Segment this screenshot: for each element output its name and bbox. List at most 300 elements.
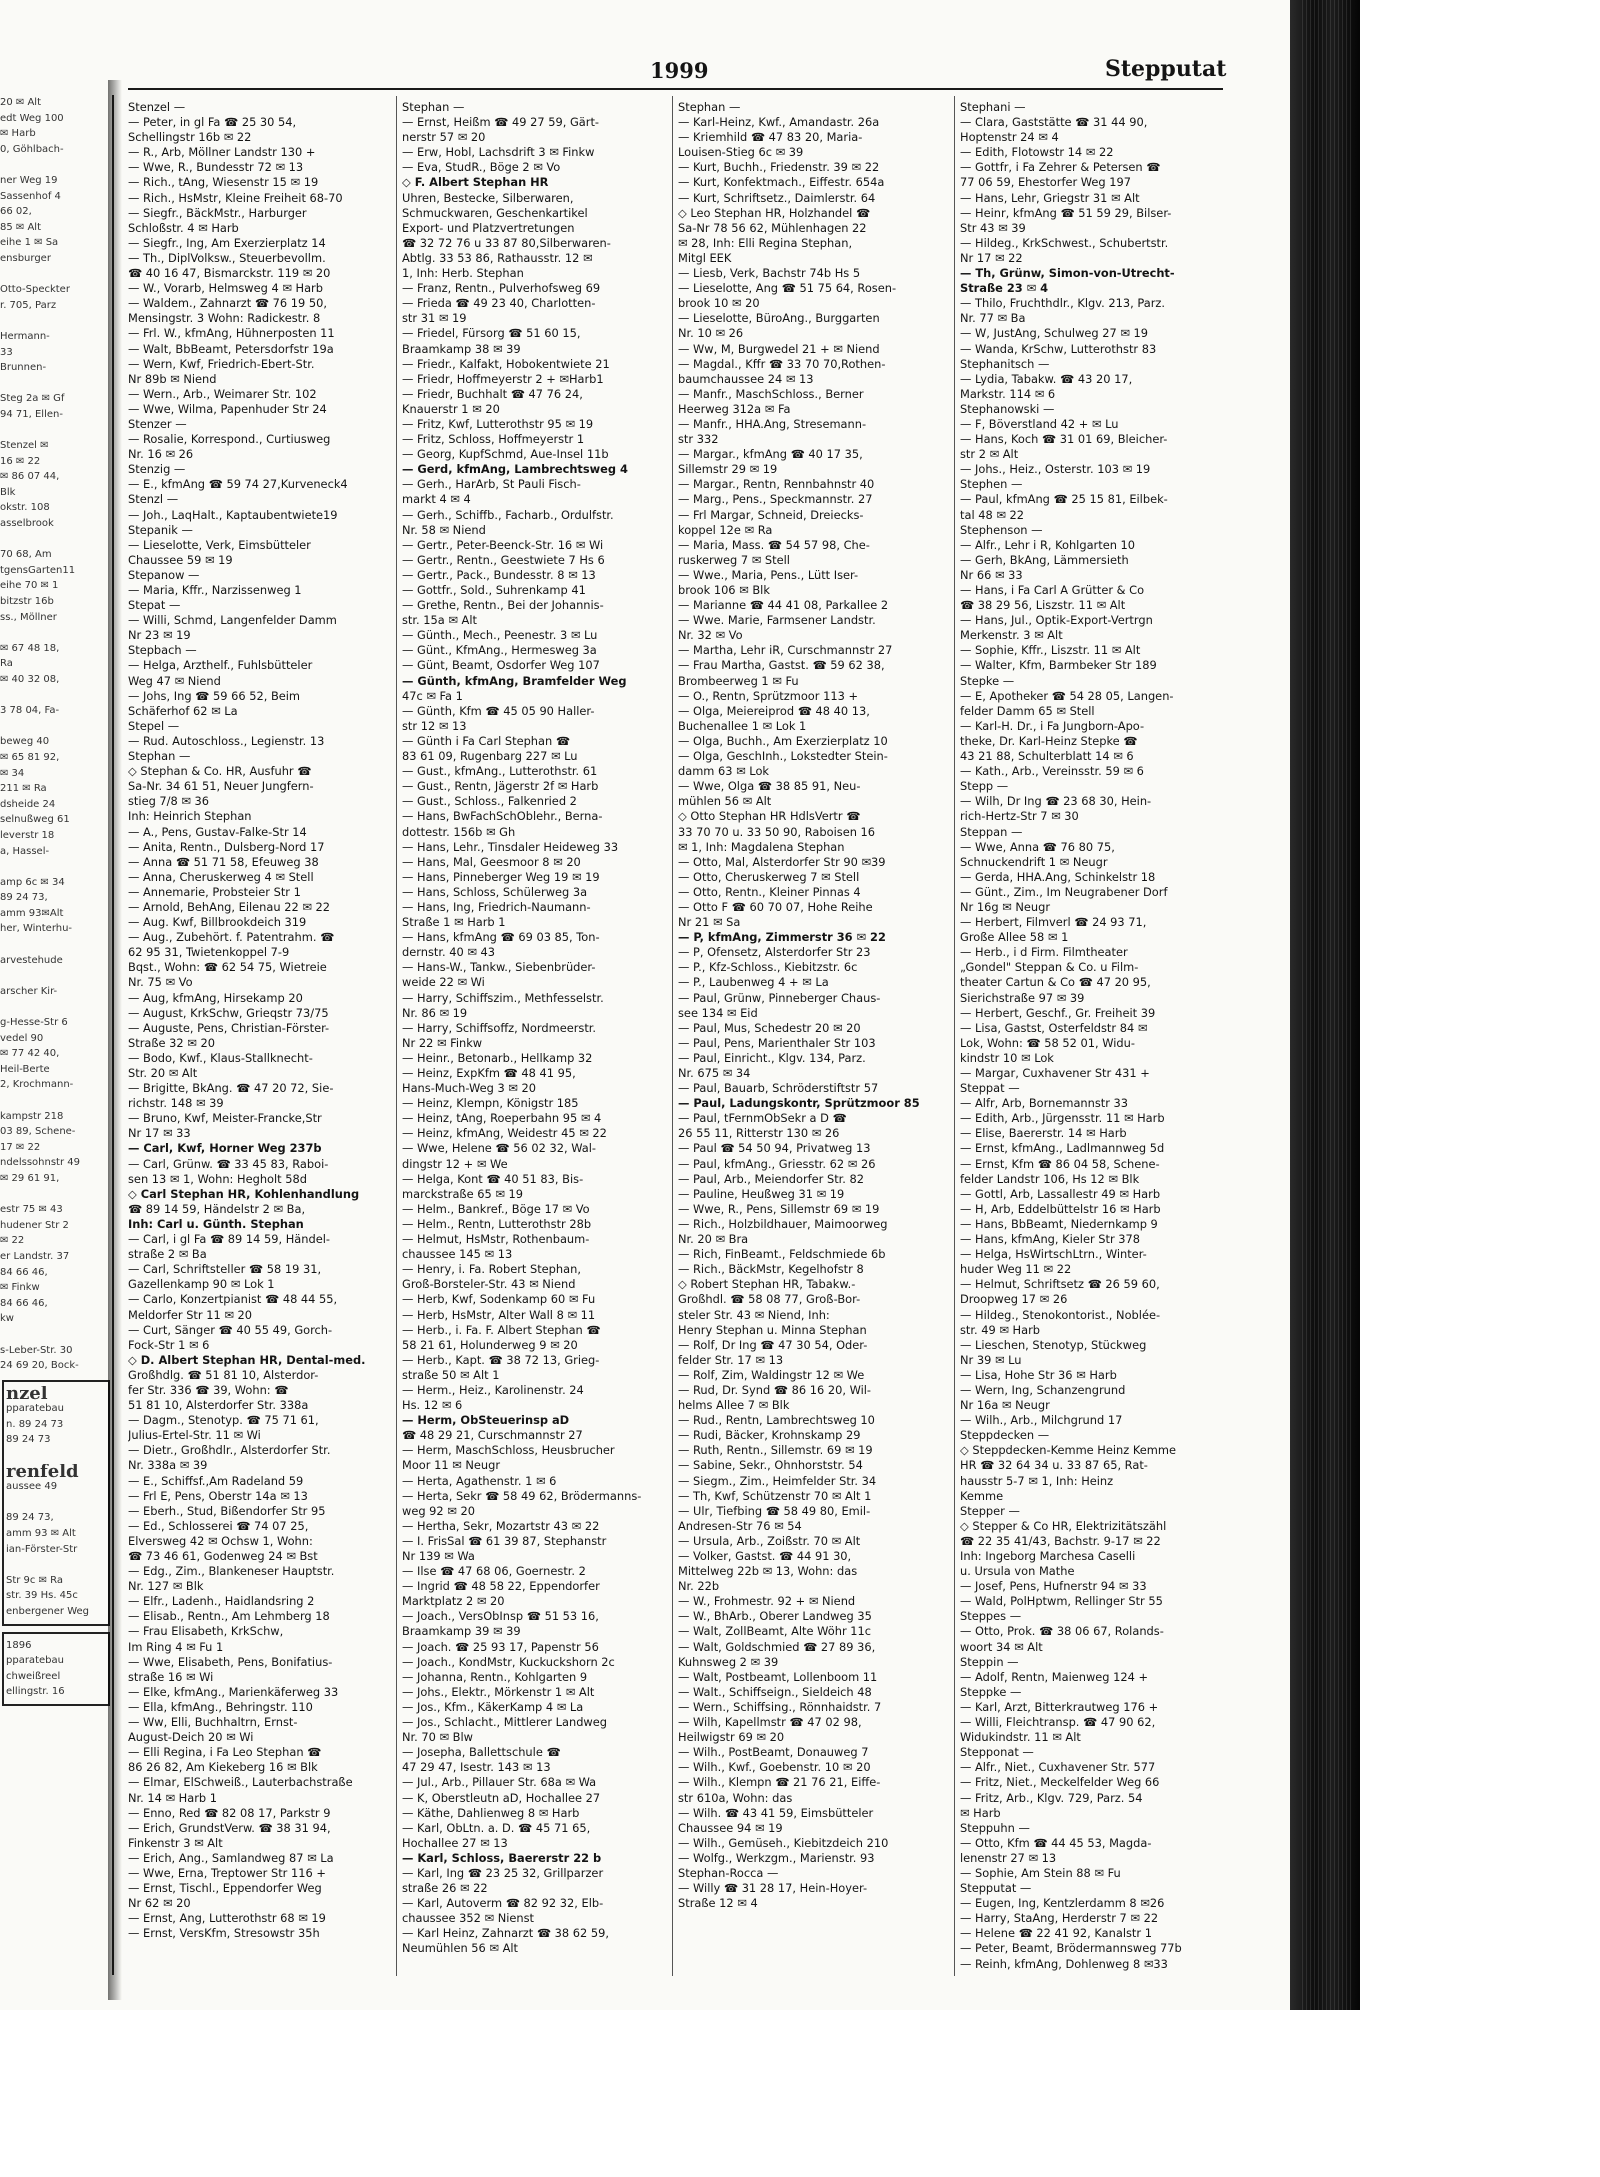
directory-entry: ◇ Carl Stephan HR, Kohlenhandlung (128, 1186, 360, 1201)
directory-entry: Nr. 77 ✉ Ba (960, 311, 1026, 326)
previous-page-text-line: Heil-Berte (0, 1063, 50, 1075)
previous-page-text-line: hudener Str 2 (0, 1219, 69, 1231)
previous-page-text-line: 20 ✉ Alt (0, 97, 42, 108)
directory-entry: — Jos., Schlacht., Mittlerer Landweg (402, 1715, 607, 1730)
directory-entry: Export- und Platzvertretungen (402, 220, 575, 235)
previous-page-text-line: 84 66 46, (0, 1297, 48, 1309)
directory-entry: Julius-Ertel-Str. 11 ✉ Wi (128, 1428, 261, 1443)
directory-entry: — Paul, Ladungskontr, Sprützmoor 85 (678, 1096, 920, 1111)
previous-page-advert-box (2, 1632, 110, 1706)
directory-entry: Heerweg 312a ✉ Fa (678, 401, 791, 416)
directory-entry: — Rudi, Bäcker, Krohnskamp 29 (678, 1428, 861, 1443)
directory-entry: Markstr. 114 ✉ 6 (960, 386, 1056, 401)
previous-page-text-line: 66 02, (0, 206, 32, 218)
directory-entry: — Siegm., Zim., Heimfelder Str. 34 (678, 1473, 877, 1488)
directory-entry: Stepanik — (128, 522, 193, 537)
directory-entry: Großhdl. ☎ 58 08 77, Groß-Bor- (678, 1292, 861, 1307)
directory-entry: 51 81 10, Alsterdorfer Str. 338a (128, 1398, 309, 1413)
directory-entry: — Rich., HsMstr, Kleine Freiheit 68-70 (128, 190, 343, 205)
directory-entry: — Fritz, Arb., Klgv. 729, Parz. 54 (960, 1790, 1143, 1805)
directory-entry: woort 34 ✉ Alt (960, 1639, 1043, 1654)
previous-page-text-line: Steg 2a ✉ Gf (0, 393, 65, 405)
directory-entry: — Aug. Kwf, Billbrookdeich 319 (128, 915, 307, 930)
previous-page-text-line: eihe 1 ✉ Sa (0, 237, 59, 249)
directory-entry: theater Cartun & Co ☎ 47 20 95, (960, 975, 1151, 990)
directory-entry: — W., BhArb., Oberer Landweg 35 (678, 1609, 872, 1624)
directory-entry: straße 2 ✉ Ba (128, 1247, 207, 1262)
running-head: Stepputat (1105, 56, 1227, 82)
directory-entry: — Rich, FinBeamt., Feldschmiede 6b (678, 1247, 886, 1262)
directory-entry: kindstr 10 ✉ Lok (960, 1050, 1054, 1065)
directory-entry: — Franz, Rentn., Pulverhofsweg 69 (402, 281, 601, 296)
directory-entry: 83 61 09, Rugenbarg 227 ✉ Lu (402, 749, 578, 764)
directory-entry: — E, Apotheker ☎ 54 28 05, Langen- (960, 688, 1174, 703)
directory-entry: brook 106 ✉ Blk (678, 583, 770, 597)
previous-page-advert-box (2, 1380, 110, 1626)
directory-entry: Im Ring 4 ✉ Fu 1 (128, 1639, 224, 1654)
directory-entry: — Ilse ☎ 47 68 06, Goernestr. 2 (402, 1564, 586, 1579)
gutter-shadow (108, 80, 122, 2000)
directory-entry: — Siegfr., BäckMstr., Harburger (128, 205, 307, 220)
directory-entry: ◇ Stepper & Co HR, Elektrizitätszähl (960, 1518, 1167, 1533)
directory-entry: — Günth, kfmAng, Bramfelder Weg (402, 673, 627, 688)
directory-entry: Stepponat — (960, 1745, 1034, 1760)
directory-entry: str 31 ✉ 19 (402, 311, 467, 326)
column-divider (954, 96, 955, 1976)
directory-entry: dingstr 12 + ✉ We (402, 1156, 508, 1171)
directory-entry: Nr. 58 ✉ Niend (402, 522, 486, 537)
directory-entry: HR ☎ 32 64 34 u. 33 87 65, Rat- (960, 1458, 1148, 1473)
previous-page-text-line: ner Weg 19 (0, 174, 58, 186)
directory-entry: — Helga, HsWirtschLtrn., Winter- (960, 1247, 1147, 1262)
directory-entry: — Walter, Kfm, Barmbeker Str 189 (960, 658, 1157, 673)
previous-page-text-line (0, 1093, 112, 1109)
directory-entry: — Herm, MaschSchloss, Heusbrucher (402, 1443, 615, 1458)
directory-entry: str 2 ✉ Alt (960, 447, 1019, 462)
directory-entry: — Anita, Rentn., Dulsberg-Nord 17 (128, 839, 325, 854)
directory-entry: — Helene ☎ 22 41 92, Kanalstr 1 (960, 1926, 1152, 1941)
previous-page-text-line: 24 69 20, Bock- (0, 1360, 79, 1372)
advert-text-line (6, 1448, 106, 1464)
previous-page-text-line: ✉ 86 07 44, (0, 471, 60, 483)
directory-entry: — Wilh., PostBeamt, Donauweg 7 (678, 1745, 869, 1760)
previous-page-text-line: edt Weg 100 (0, 112, 64, 124)
previous-page-text-line (0, 267, 112, 283)
previous-page-text-line: ✉ 67 48 18, (0, 642, 60, 654)
directory-entry: — Harry, Schiffszim., Methfesselstr. (402, 990, 604, 1005)
directory-entry: — Heinr, kfmAng ☎ 51 59 29, Bilser- (960, 205, 1172, 220)
directory-entry: — W, JustAng, Schulweg 27 ✉ 19 (960, 326, 1149, 341)
directory-entry: — Margar., kfmAng ☎ 40 17 35, (678, 447, 863, 462)
directory-entry: Nr 17 ✉ 22 (960, 250, 1023, 265)
directory-entry: Sierichstraße 97 ✉ 39 (960, 990, 1085, 1005)
directory-entry: Str 43 ✉ 39 (960, 220, 1026, 235)
directory-entry: — Frau Martha, Gastst. ☎ 59 62 38, (678, 658, 885, 673)
previous-page-text-line: Brunnen- (0, 362, 47, 374)
directory-entry: brook 10 ✉ 20 (678, 296, 760, 311)
previous-page-text-line: vedel 90 (0, 1032, 44, 1044)
directory-entry: — Günth i Fa Carl Stephan ☎ (402, 733, 571, 748)
directory-entry: ◇ D. Albert Stephan HR, Dental-med. (128, 1352, 366, 1367)
directory-entry: — Marianne ☎ 44 41 08, Parkallee 2 (678, 598, 889, 613)
previous-page-text-line: 2, Krochmann- (0, 1079, 74, 1091)
previous-page-text-line: ensburger (0, 252, 51, 264)
directory-entry: Droopweg 17 ✉ 26 (960, 1292, 1068, 1307)
directory-entry: Widukindstr. 11 ✉ Alt (960, 1730, 1081, 1745)
directory-column-2 (402, 100, 667, 1980)
directory-entry: — Curt, Sänger ☎ 40 55 49, Gorch- (128, 1322, 333, 1337)
previous-page-text-line (0, 157, 112, 173)
previous-page-text-line: 89 24 73, (0, 892, 48, 904)
directory-entry: — Carl, i gl Fa ☎ 89 14 59, Händel- (128, 1232, 330, 1247)
previous-page-text-line (0, 719, 112, 735)
directory-entry: — Friedr, Buchhalt ☎ 47 76 24, (402, 386, 583, 401)
directory-entry: — Olga, GeschInh., Lokstedter Stein- (678, 749, 888, 764)
directory-entry: — Ernst, kfmAng., Ladlmannweg 5d (960, 1141, 1165, 1156)
directory-entry: — Enno, Red ☎ 82 08 17, Parkstr 9 (128, 1805, 331, 1820)
directory-entry: — Harry, Schiffsoffz, Nordmeerstr. (402, 1020, 597, 1035)
directory-entry: baumchaussee 24 ✉ 13 (678, 371, 814, 386)
advert-text-line: amm 93 ✉ Alt (6, 1528, 76, 1540)
directory-entry: — Wwe, Wilma, Papenhuder Str 24 (128, 401, 327, 416)
directory-entry: — Ulr, Tiefbing ☎ 58 49 80, Emil- (678, 1503, 871, 1518)
directory-entry: — Ww, Elli, Buchhaltrn, Ernst- (128, 1715, 298, 1730)
column-divider (396, 96, 397, 1976)
directory-entry: Stepat — (128, 598, 181, 613)
directory-entry: — Wwe, Anna ☎ 76 80 75, (960, 839, 1115, 854)
directory-entry: Nr. 10 ✉ 26 (678, 326, 744, 341)
directory-entry: Abtlg. 33 53 86, Rathausstr. 12 ✉ (402, 250, 593, 265)
directory-entry: — Th., DiplVolksw., Steuerbevollm. (128, 250, 326, 265)
directory-entry: — Heinz, Klempn, Königstr 185 (402, 1096, 579, 1111)
directory-entry: — Liesb, Verk, Bachstr 74b Hs 5 (678, 266, 861, 281)
directory-entry: Moor 11 ✉ Neugr (402, 1458, 501, 1473)
directory-entry: Stenzig — (128, 462, 186, 477)
directory-entry: — Karl-H. Dr., i Fa Jungborn-Apo- (960, 718, 1145, 733)
advert-text-line (6, 1495, 106, 1511)
directory-entry: Groß-Borsteler-Str. 43 ✉ Niend (402, 1277, 576, 1292)
directory-entry: — Olga, Buchh., Am Exerzierplatz 10 (678, 733, 888, 748)
page-edge-texture (1302, 0, 1352, 2010)
advert-text-line: 89 24 73 (6, 1434, 51, 1446)
previous-page-text-line (0, 625, 112, 641)
directory-entry: ☎ 73 46 61, Godenweg 24 ✉ Bst (128, 1549, 318, 1563)
directory-entry: — Edg., Zim., Blankeneser Hauptstr. (128, 1564, 335, 1579)
directory-entry: Nr 139 ✉ Wa (402, 1549, 475, 1563)
directory-entry: — I. FrisSal ☎ 61 39 87, Stephanstr (402, 1533, 607, 1548)
directory-entry: — Ernst, Tischl., Eppendorfer Weg (128, 1881, 322, 1896)
directory-entry: Nr. 127 ✉ Blk (128, 1579, 204, 1594)
directory-entry: — Frl Margar, Schneid, Dreiecks- (678, 507, 864, 522)
directory-entry: — Dagm., Stenotyp. ☎ 75 71 61, (128, 1413, 319, 1428)
directory-entry: Lok, Wohn: ☎ 58 52 01, Widu- (960, 1035, 1135, 1050)
advert-text-line: enbergener Weg (6, 1606, 90, 1617)
directory-entry: — Herb., i. Fa. F. Albert Stephan ☎ (402, 1322, 601, 1337)
directory-entry: Inh: Ingeborg Marchesa Caselli (960, 1549, 1136, 1563)
previous-page-text-line: amm 93✉Alt (0, 907, 64, 919)
directory-entry: — Wwe, R., Bundesstr 72 ✉ 13 (128, 160, 304, 175)
directory-entry: — Hans, Lehr, Griegstr 31 ✉ Alt (960, 190, 1140, 205)
directory-entry: — Wwe, Olga ☎ 38 85 91, Neu- (678, 779, 861, 794)
directory-entry: — Günt, Beamt, Osdorfer Weg 107 (402, 658, 600, 673)
previous-page-text-line: 85 ✉ Alt (0, 221, 42, 233)
directory-entry: ◇ F. Albert Stephan HR (402, 175, 549, 190)
directory-entry: — Ursula, Arb., Zoißstr. 70 ✉ Alt (678, 1533, 861, 1548)
directory-entry: — Manfr., HHA.Ang, Stresemann- (678, 416, 867, 431)
directory-entry: — Th, Grünw, Simon-von-Utrecht- (960, 266, 1175, 281)
directory-entry: Nr. 32 ✉ Vo (678, 628, 743, 643)
directory-entry: straße 16 ✉ Wi (128, 1669, 214, 1684)
directory-entry: — Lieselotte, Ang ☎ 51 75 64, Rosen- (678, 281, 897, 296)
directory-entry: — Margar., Rentn, Rennbahnstr 40 (678, 477, 875, 492)
previous-page-text-line: Sassenhof 4 (0, 190, 61, 202)
directory-entry: — Sophie, Kffr., Liszstr. 11 ✉ Alt (960, 643, 1141, 658)
directory-entry: — Gerh., Schiffb., Facharb., Ordulfstr. (402, 507, 614, 522)
directory-entry: — Paul, kfmAng ☎ 25 15 81, Eilbek- (960, 492, 1168, 507)
directory-entry: — Kriemhild ☎ 47 83 20, Maria- (678, 130, 863, 145)
directory-entry: — Walt, ZollBeamt, Alte Wöhr 11c (678, 1624, 872, 1639)
directory-entry: Sillemstr 29 ✉ 19 (678, 462, 778, 477)
previous-page-text-line: ✉ 34 (0, 767, 25, 779)
directory-entry: straße 50 ✉ Alt 1 (402, 1367, 500, 1382)
directory-entry: — Alfr, Arb, Bornemannstr 33 (960, 1096, 1129, 1111)
directory-entry: — Hans, Jul., Optik-Export-Vertrgn (960, 613, 1153, 628)
directory-entry: — Wilh., Gemüseh., Kiebitzdeich 210 (678, 1835, 889, 1850)
directory-entry: Nr 66 ✉ 33 (960, 567, 1023, 582)
directory-entry: 86 26 82, Am Kiekeberg 16 ✉ Blk (128, 1760, 318, 1775)
directory-entry: — Karl, Autoverm ☎ 82 92 32, Elb- (402, 1896, 604, 1911)
previous-page-text-line: estr 75 ✉ 43 (0, 1204, 63, 1216)
directory-entry: Stenzel — (128, 100, 186, 114)
previous-page-text-line (0, 688, 112, 704)
previous-page-text-line (0, 1327, 112, 1343)
directory-entry: — Günt., Zim., Im Neugrabener Dorf (960, 884, 1168, 899)
directory-entry: — Erw, Hobl, Lachsdrift 3 ✉ Finkw (402, 145, 595, 160)
directory-entry: Hochallee 27 ✉ 13 (402, 1835, 508, 1850)
directory-entry: — Hans, Lehr., Tinsdaler Heideweg 33 (402, 839, 619, 854)
directory-entry: — Manfr., MaschSchloss., Berner (678, 386, 864, 401)
directory-entry: — Paul, Grünw, Pinneberger Chaus- (678, 990, 881, 1005)
directory-entry: Nr. 675 ✉ 34 (678, 1066, 751, 1080)
directory-entry: — Hans, Mal, Geesmoor 8 ✉ 20 (402, 854, 581, 869)
previous-page-text-line: ✉ 22 (0, 1235, 25, 1247)
previous-page-text-line: kampstr 218 (0, 1110, 64, 1122)
directory-entry: huder Weg 11 ✉ 22 (960, 1262, 1072, 1277)
directory-entry: — Otto, Rentn., Kleiner Pinnas 4 (678, 884, 861, 899)
directory-entry: Kemme (960, 1488, 1004, 1503)
directory-entry: — Gottfr., Sold., Suhrenkamp 41 (402, 583, 586, 597)
directory-entry: — Walt., Schiffseign., Sieldeich 48 (678, 1684, 872, 1699)
directory-entry: — Otto, Cheruskerweg 7 ✉ Stell (678, 869, 860, 884)
directory-entry: str 610a, Wohn: das (678, 1790, 793, 1805)
directory-entry: stieg 7/8 ✉ 36 (128, 794, 210, 809)
advert-text-line (6, 1557, 106, 1573)
directory-entry: — Maria, Kffr., Narzissenweg 1 (128, 583, 302, 597)
directory-entry: see 134 ✉ Eid (678, 1005, 758, 1020)
directory-entry: — Rolf, Dr Ing ☎ 47 30 54, Oder- (678, 1337, 868, 1352)
directory-entry: Stephan-Rocca — (678, 1865, 779, 1880)
previous-page-text-line: kw (0, 1313, 14, 1325)
directory-entry: Stenzer — (128, 416, 187, 431)
directory-entry: Nr. 22b (678, 1579, 720, 1594)
directory-entry: — P., Kfz-Schloss., Kiebitzstr. 6c (678, 960, 858, 975)
previous-page-text-line: 33 (0, 346, 13, 358)
directory-entry: — Paul ☎ 54 50 94, Privatweg 13 (678, 1141, 871, 1156)
previous-page-text-line (0, 532, 112, 548)
directory-entry: — Sophie, Am Stein 88 ✉ Fu (960, 1865, 1121, 1880)
directory-entry: — Eberh., Stud, Bißendorfer Str 95 (128, 1503, 326, 1518)
advert-text-line: nzel (6, 1385, 48, 1402)
directory-entry: — W., Vorarb, Helmsweg 4 ✉ Harb (128, 281, 323, 296)
previous-page-text-line: er Landstr. 37 (0, 1250, 70, 1262)
directory-entry: — Rich., tAng, Wiesenstr 15 ✉ 19 (128, 175, 319, 190)
directory-entry: — Volker, Gastst. ☎ 44 91 30, (678, 1549, 852, 1563)
directory-entry: — Marg., Pens., Speckmannstr. 27 (678, 492, 873, 507)
directory-entry: — Johs., Heiz., Osterstr. 103 ✉ 19 (960, 462, 1151, 477)
directory-entry: richstr. 148 ✉ 39 (128, 1096, 224, 1111)
directory-entry: Uhren, Bestecke, Silberwaren, (402, 190, 574, 205)
directory-entry: Hoptenstr 24 ✉ 4 (960, 130, 1059, 145)
directory-entry: — Magdal., Kffr ☎ 33 70 70,Rothen- (678, 356, 886, 371)
directory-entry: str. 15a ✉ Alt (402, 613, 477, 628)
directory-entry: — Grethe, Rentn., Bei der Johannis- (402, 598, 604, 613)
directory-entry: Brombeerweg 1 ✉ Fu (678, 673, 799, 688)
directory-entry: Braamkamp 39 ✉ 39 (402, 1624, 521, 1639)
directory-entry: str 332 (678, 432, 719, 447)
directory-entry: — Gust., Schloss., Falkenried 2 (402, 794, 577, 809)
previous-page-text-line: Stenzel ✉ (0, 440, 49, 452)
directory-entry: „Gondel" Steppan & Co. u Film- (960, 960, 1139, 975)
directory-entry: ruskerweg 7 ✉ Stell (678, 552, 790, 567)
previous-page-text-line: selnußweg 61 (0, 814, 70, 826)
directory-entry: — Käthe, Dahlienweg 8 ✉ Harb (402, 1805, 580, 1820)
directory-entry: Schmuckwaren, Geschenkartikel (402, 205, 588, 220)
directory-entry: — Karl Heinz, Zahnarzt ☎ 38 62 59, (402, 1926, 610, 1941)
directory-entry: — Rolf, Zim, Waldingstr 12 ✉ We (678, 1367, 865, 1382)
directory-entry: — Otto, Prok. ☎ 38 06 67, Rolands- (960, 1624, 1164, 1639)
directory-entry: — Carl, Grünw. ☎ 33 45 83, Raboi- (128, 1156, 329, 1171)
directory-entry: 1, Inh: Herb. Stephan (402, 266, 524, 281)
directory-entry: marckstraße 65 ✉ 19 (402, 1186, 524, 1201)
directory-entry: Nr 62 ✉ 20 (128, 1896, 191, 1911)
directory-entry: dernstr. 40 ✉ 43 (402, 945, 495, 960)
directory-entry: — Günt., KfmAng., Hermesweg 3a (402, 643, 597, 658)
directory-entry: Nr 21 ✉ Sa (678, 915, 741, 930)
previous-page-text-line: arscher Kir- (0, 985, 58, 997)
previous-page-text-line (0, 937, 112, 953)
directory-entry: Stenzl — (128, 492, 179, 507)
directory-entry: — Karl, Ing ☎ 23 25 32, Grillparzer (402, 1865, 604, 1880)
directory-entry: ☎ 48 29 21, Curschmannstr 27 (402, 1428, 583, 1443)
directory-entry: — Adolf, Rentn, Maienweg 124 + (960, 1669, 1149, 1684)
directory-entry: — K, Oberstleutn aD, Hochallee 27 (402, 1790, 601, 1805)
previous-page-text-line: leverstr 18 (0, 829, 55, 841)
directory-entry: — Wern, Ing, Schanzengrund (960, 1382, 1126, 1397)
directory-entry: — Peter, Beamt, Brödermannsweg 77b (960, 1941, 1182, 1956)
advert-text-line: ian-Förster-Str (6, 1543, 78, 1555)
directory-entry: — Helmut, Schriftsetz ☎ 26 59 60, (960, 1277, 1160, 1292)
directory-entry: — Karl, Arzt, Bitterkrautweg 176 + (960, 1699, 1159, 1714)
directory-entry: — Helga, Arzthelf., Fuhlsbütteler (128, 658, 313, 673)
directory-entry: Stepp — (960, 779, 1009, 794)
directory-entry: — Herm., Heiz., Karolinenstr. 24 (402, 1382, 584, 1397)
directory-entry: — Friedr., Kalfakt, Hobokentwiete 21 (402, 356, 610, 371)
previous-page-text-line: okstr. 108 (0, 502, 50, 514)
directory-entry: — Rud, Dr. Synd ☎ 86 16 20, Wil- (678, 1382, 872, 1397)
previous-page-text-line: s-Leber-Str. 30 (0, 1344, 73, 1356)
directory-entry: — Lisa, Hohe Str 36 ✉ Harb (960, 1367, 1117, 1382)
advert-text-line: 1896 (6, 1639, 32, 1651)
directory-entry: — Wolfg., Werkzgm., Marienstr. 93 (678, 1850, 875, 1865)
directory-entry: — Heinz, ExpKfm ☎ 48 41 95, (402, 1066, 576, 1080)
directory-entry: Steppuhn — (960, 1820, 1030, 1835)
directory-entry: — Maria, Mass. ☎ 54 57 98, Che- (678, 537, 870, 552)
directory-entry: ☎ 40 16 47, Bismarckstr. 119 ✉ 20 (128, 266, 331, 281)
directory-entry: Schnuckendrift 1 ✉ Neugr (960, 854, 1108, 869)
directory-entry: — Anna, Cheruskerweg 4 ✉ Stell (128, 869, 314, 884)
directory-entry: str. 49 ✉ Harb (960, 1322, 1041, 1337)
directory-entry: — Helm., Rentn, Lutterothstr 28b (402, 1216, 592, 1231)
directory-entry: — Frl E, Pens, Oberstr 14a ✉ 13 (128, 1488, 308, 1503)
directory-entry: — Gottl, Arb, Lassallestr 49 ✉ Harb (960, 1186, 1161, 1201)
directory-entry: 77 06 59, Ehestorfer Weg 197 (960, 175, 1131, 190)
directory-entry: — Wilh. ☎ 43 41 59, Eimsbütteler (678, 1805, 874, 1820)
directory-entry: — Hans, Ing, Friedrich-Naumann- (402, 899, 591, 914)
directory-entry: — Joach. ☎ 25 93 17, Papenstr 56 (402, 1639, 599, 1654)
directory-entry: — Gust., Rentn, Jägerstr 2f ✉ Harb (402, 779, 599, 794)
directory-entry: felder Landstr 106, Hs 12 ✉ Blk (960, 1171, 1140, 1186)
directory-entry: — Annemarie, Probsteier Str 1 (128, 884, 301, 899)
previous-page-text-line: ✉ Finkw (0, 1282, 40, 1294)
directory-entry: — Josepha, Ballettschule ☎ (402, 1745, 561, 1760)
directory-entry: — Wilh, Dr Ing ☎ 23 68 30, Hein- (960, 794, 1152, 809)
directory-entry: — Gust., kfmAng., Lutterothstr. 61 (402, 764, 598, 779)
directory-entry: ☎ 38 29 56, Liszstr. 11 ✉ Alt (960, 598, 1126, 613)
previous-page-text-line: 3 78 04, Fa- (0, 705, 60, 717)
directory-entry: — Sabine, Sekr., Ohnhorststr. 54 (678, 1458, 863, 1473)
directory-entry: — Herm, ObSteuerinsp aD (402, 1413, 570, 1428)
directory-entry: — Erich, GrundstVerw. ☎ 38 31 94, (128, 1820, 331, 1835)
directory-entry: Sa-Nr 78 56 62, Mühlenhagen 22 (678, 220, 867, 235)
directory-entry: — Elfr., Ladenh., Haidlandsring 2 (128, 1594, 315, 1609)
directory-entry: — Paul, Mus, Schedestr 20 ✉ 20 (678, 1020, 861, 1035)
directory-entry: — Edith, Arb., Jürgensstr. 11 ✉ Harb (960, 1111, 1165, 1126)
directory-entry: Str. 20 ✉ Alt (128, 1066, 198, 1080)
directory-entry: Nr. 86 ✉ 19 (402, 1005, 468, 1020)
directory-entry: Nr. 16 ✉ 26 (128, 447, 194, 462)
directory-entry: — Gottfr, i Fa Zehrer & Petersen ☎ (960, 160, 1161, 175)
directory-entry: — Gerda, HHA.Ang, Schinkelstr 18 (960, 869, 1156, 884)
directory-entry: — Paul, Bauarb, Schröderstiftstr 57 (678, 1081, 879, 1096)
directory-entry: Hans-Much-Weg 3 ✉ 20 (402, 1081, 536, 1096)
advert-text-line: ellingstr. 16 (6, 1686, 65, 1698)
directory-entry: theke, Dr. Karl-Heinz Stepke ☎ (960, 733, 1138, 748)
previous-page-text-line: ✉ 29 61 91, (0, 1172, 60, 1184)
previous-page-text-line (0, 859, 112, 875)
directory-entry: Inh: Carl u. Günth. Stephan (128, 1216, 304, 1231)
directory-entry: Stepke — (960, 673, 1015, 688)
directory-entry: — Elise, Baererstr. 14 ✉ Harb (960, 1126, 1127, 1141)
directory-entry: — Jul., Arb., Pillauer Str. 68a ✉ Wa (402, 1775, 597, 1790)
directory-entry: — Gerh., HarArb, St Pauli Fisch- (402, 477, 581, 492)
directory-entry: — Karl-Heinz, Kwf., Amandastr. 26a (678, 115, 880, 130)
advert-text-line: 89 24 73, (6, 1512, 54, 1524)
directory-entry: Große Allee 58 ✉ 1 (960, 930, 1069, 945)
directory-entry: Marktplatz 2 ✉ 20 (402, 1594, 505, 1609)
previous-page-text-line: eihe 70 ✉ 1 (0, 580, 59, 592)
previous-page-text-line: Otto-Speckter (0, 284, 70, 296)
directory-entry: — E., kfmAng ☎ 59 74 27,Kurveneck4 (128, 477, 348, 492)
